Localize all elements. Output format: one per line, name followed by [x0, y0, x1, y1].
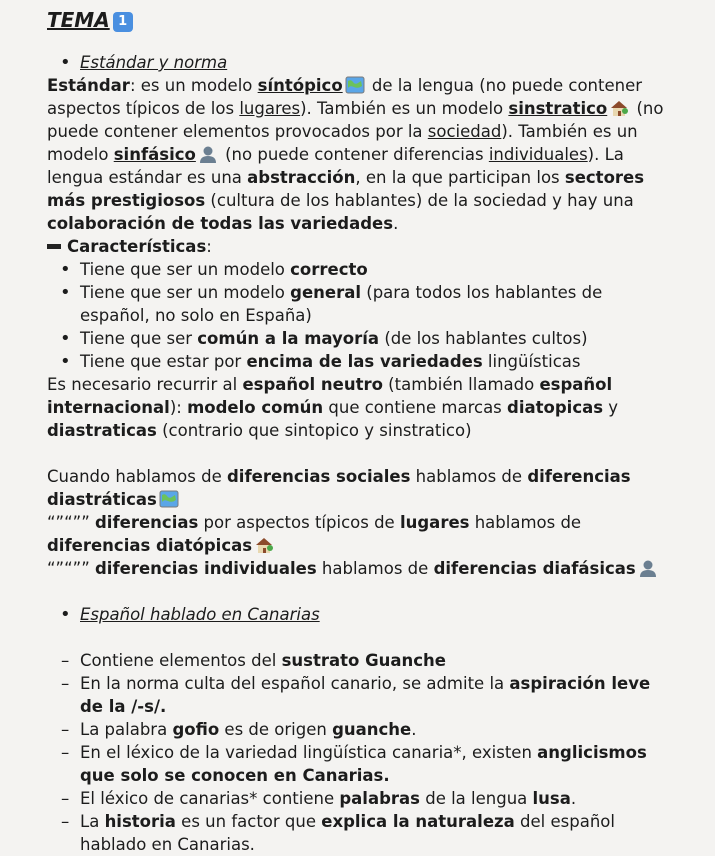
bold-text: explica la naturaleza [321, 812, 515, 831]
text: “”“”” [47, 513, 95, 532]
term-estandar: Estándar [47, 76, 130, 95]
list-item [47, 718, 675, 741]
bold-text: correcto [290, 260, 368, 279]
bold-text: aspiración leve de la /-s/. [80, 674, 651, 716]
bold-text: diferencias [95, 513, 199, 532]
section-heading-list-2 [47, 603, 675, 626]
text: . [570, 789, 577, 808]
text: ). También es un modelo [300, 99, 509, 118]
term-lugares: lugares [239, 99, 301, 118]
text: “”“”” [47, 559, 95, 578]
text: (para todos los hablantes de español, no solo en España) [80, 283, 603, 325]
text: (no puede contener diferencias [219, 145, 489, 164]
term-sinfasico: sinfásico [113, 145, 196, 164]
section-title-estandar: Estándar y norma [80, 53, 228, 72]
text: La palabra [80, 720, 173, 739]
section-heading-estandar [47, 51, 675, 74]
text: Tiene que ser un modelo [80, 283, 291, 302]
person-silhouette-icon [198, 145, 218, 163]
text: por aspectos típicos de [198, 513, 400, 532]
espanol-neutro-paragraph [47, 373, 675, 442]
canarias-list [47, 649, 675, 856]
section-heading-list-1 [47, 51, 675, 74]
bold-text: diferencias individuales [95, 559, 317, 578]
text: Tiene que ser [80, 329, 198, 348]
text: : [206, 237, 212, 256]
text: (cultura de los hablantes) de la sociedad y hay una [205, 191, 634, 210]
diferencias-block [47, 465, 675, 580]
text: . [411, 720, 417, 739]
keycap-one-badge: 1 [113, 12, 133, 32]
caracteristicas-label: Características [67, 237, 207, 256]
term-individuales: individuales [488, 145, 588, 164]
text: Es necesario recurrir al [47, 375, 243, 394]
term-sintopico: síntópico [257, 76, 343, 95]
text: lingüísticas [482, 352, 581, 371]
house-icon [609, 99, 629, 117]
bold-text: español internacional [47, 375, 613, 417]
text: Tiene que estar por [80, 352, 247, 371]
title-text: TEMA [47, 8, 110, 32]
term-sociedad: sociedad [427, 122, 502, 141]
term-sinstratico: sinstratico [508, 99, 608, 118]
text: (de los hablantes cultos) [379, 329, 588, 348]
diferencias-line-1 [47, 465, 675, 511]
text: En la norma culta del español canario, se admite la [80, 674, 510, 693]
bold-text: lusa [532, 789, 571, 808]
text: El léxico de canarias* contiene [80, 789, 340, 808]
text: La [80, 812, 105, 831]
text: Contiene elementos del [80, 651, 282, 670]
bold-text: encima de las variedades [246, 352, 483, 371]
list-item [47, 672, 675, 718]
person-silhouette-icon [638, 559, 658, 577]
list-item [47, 649, 675, 672]
term-abstraccion: abstracción [247, 168, 356, 187]
bold-text: diastraticas [47, 421, 157, 440]
minus-icon [47, 244, 61, 249]
caracteristicas-list [47, 258, 675, 373]
section-title-canarias: Español hablado en Canarias [80, 605, 320, 624]
world-map-icon [159, 490, 179, 508]
text: ). También es un modelo [47, 122, 638, 164]
bold-text: diatopicas [507, 398, 604, 417]
bold-text: común a la mayoría [197, 329, 380, 348]
list-item [47, 810, 675, 856]
text: (no puede contener elementos provocados por la [47, 99, 664, 141]
list-item [47, 787, 675, 810]
list-item [47, 350, 675, 373]
term-colaboracion: colaboración de todas las variedades [47, 214, 394, 233]
bold-text: diferencias diatópicas [47, 536, 253, 555]
bold-text: diferencias diastráticas [47, 467, 631, 509]
diferencias-line-3 [47, 557, 675, 580]
text: Tiene que ser un modelo [80, 260, 291, 279]
text: , en la que participan los [355, 168, 565, 187]
text: de la lengua [419, 789, 533, 808]
house-icon [254, 536, 274, 554]
text: hablamos de [469, 513, 582, 532]
list-item [47, 327, 675, 350]
text: (contrario que sintopico y sinstratico) [156, 421, 472, 440]
section-heading-canarias [47, 603, 675, 626]
text: es de origen [219, 720, 333, 739]
text: : es un modelo [129, 76, 258, 95]
text: Cuando hablamos de [47, 467, 227, 486]
text: que contiene marcas [323, 398, 508, 417]
bold-text: palabras [339, 789, 420, 808]
text: hablamos de [316, 559, 434, 578]
list-item [47, 281, 675, 327]
text: . [393, 214, 399, 233]
bold-text: historia [104, 812, 176, 831]
text: del español hablado en Canarias. [80, 812, 615, 854]
text: ). La lengua estándar es una [47, 145, 624, 187]
estandar-paragraph [47, 74, 675, 235]
bold-text: sustrato Guanche [281, 651, 446, 670]
text: de la lengua (no puede contener aspectos típicos de los [47, 76, 643, 118]
bold-text: diferencias sociales [226, 467, 411, 486]
text: ): [169, 398, 188, 417]
bold-text: diferencias diafásicas [433, 559, 636, 578]
list-item [47, 258, 675, 281]
text: es un factor que [175, 812, 322, 831]
caracteristicas-heading [47, 235, 675, 258]
bold-text: general [290, 283, 362, 302]
text: En el léxico de la variedad lingüística canaria*, existen [80, 743, 538, 762]
diferencias-line-2 [47, 511, 675, 557]
text: y [603, 398, 619, 417]
bold-text: lugares [399, 513, 470, 532]
page-title [47, 6, 675, 34]
world-map-icon [345, 76, 365, 94]
bold-text: anglicismos que solo se conocen en Canarias. [80, 743, 647, 785]
bold-text: español neutro [242, 375, 383, 394]
bold-text: gofio [172, 720, 220, 739]
text: (también llamado [382, 375, 540, 394]
list-item [47, 741, 675, 787]
text: hablamos de [410, 467, 528, 486]
term-sectores: sectores más prestigiosos [47, 168, 645, 210]
bold-text: guanche [332, 720, 412, 739]
bold-text: modelo común [187, 398, 324, 417]
